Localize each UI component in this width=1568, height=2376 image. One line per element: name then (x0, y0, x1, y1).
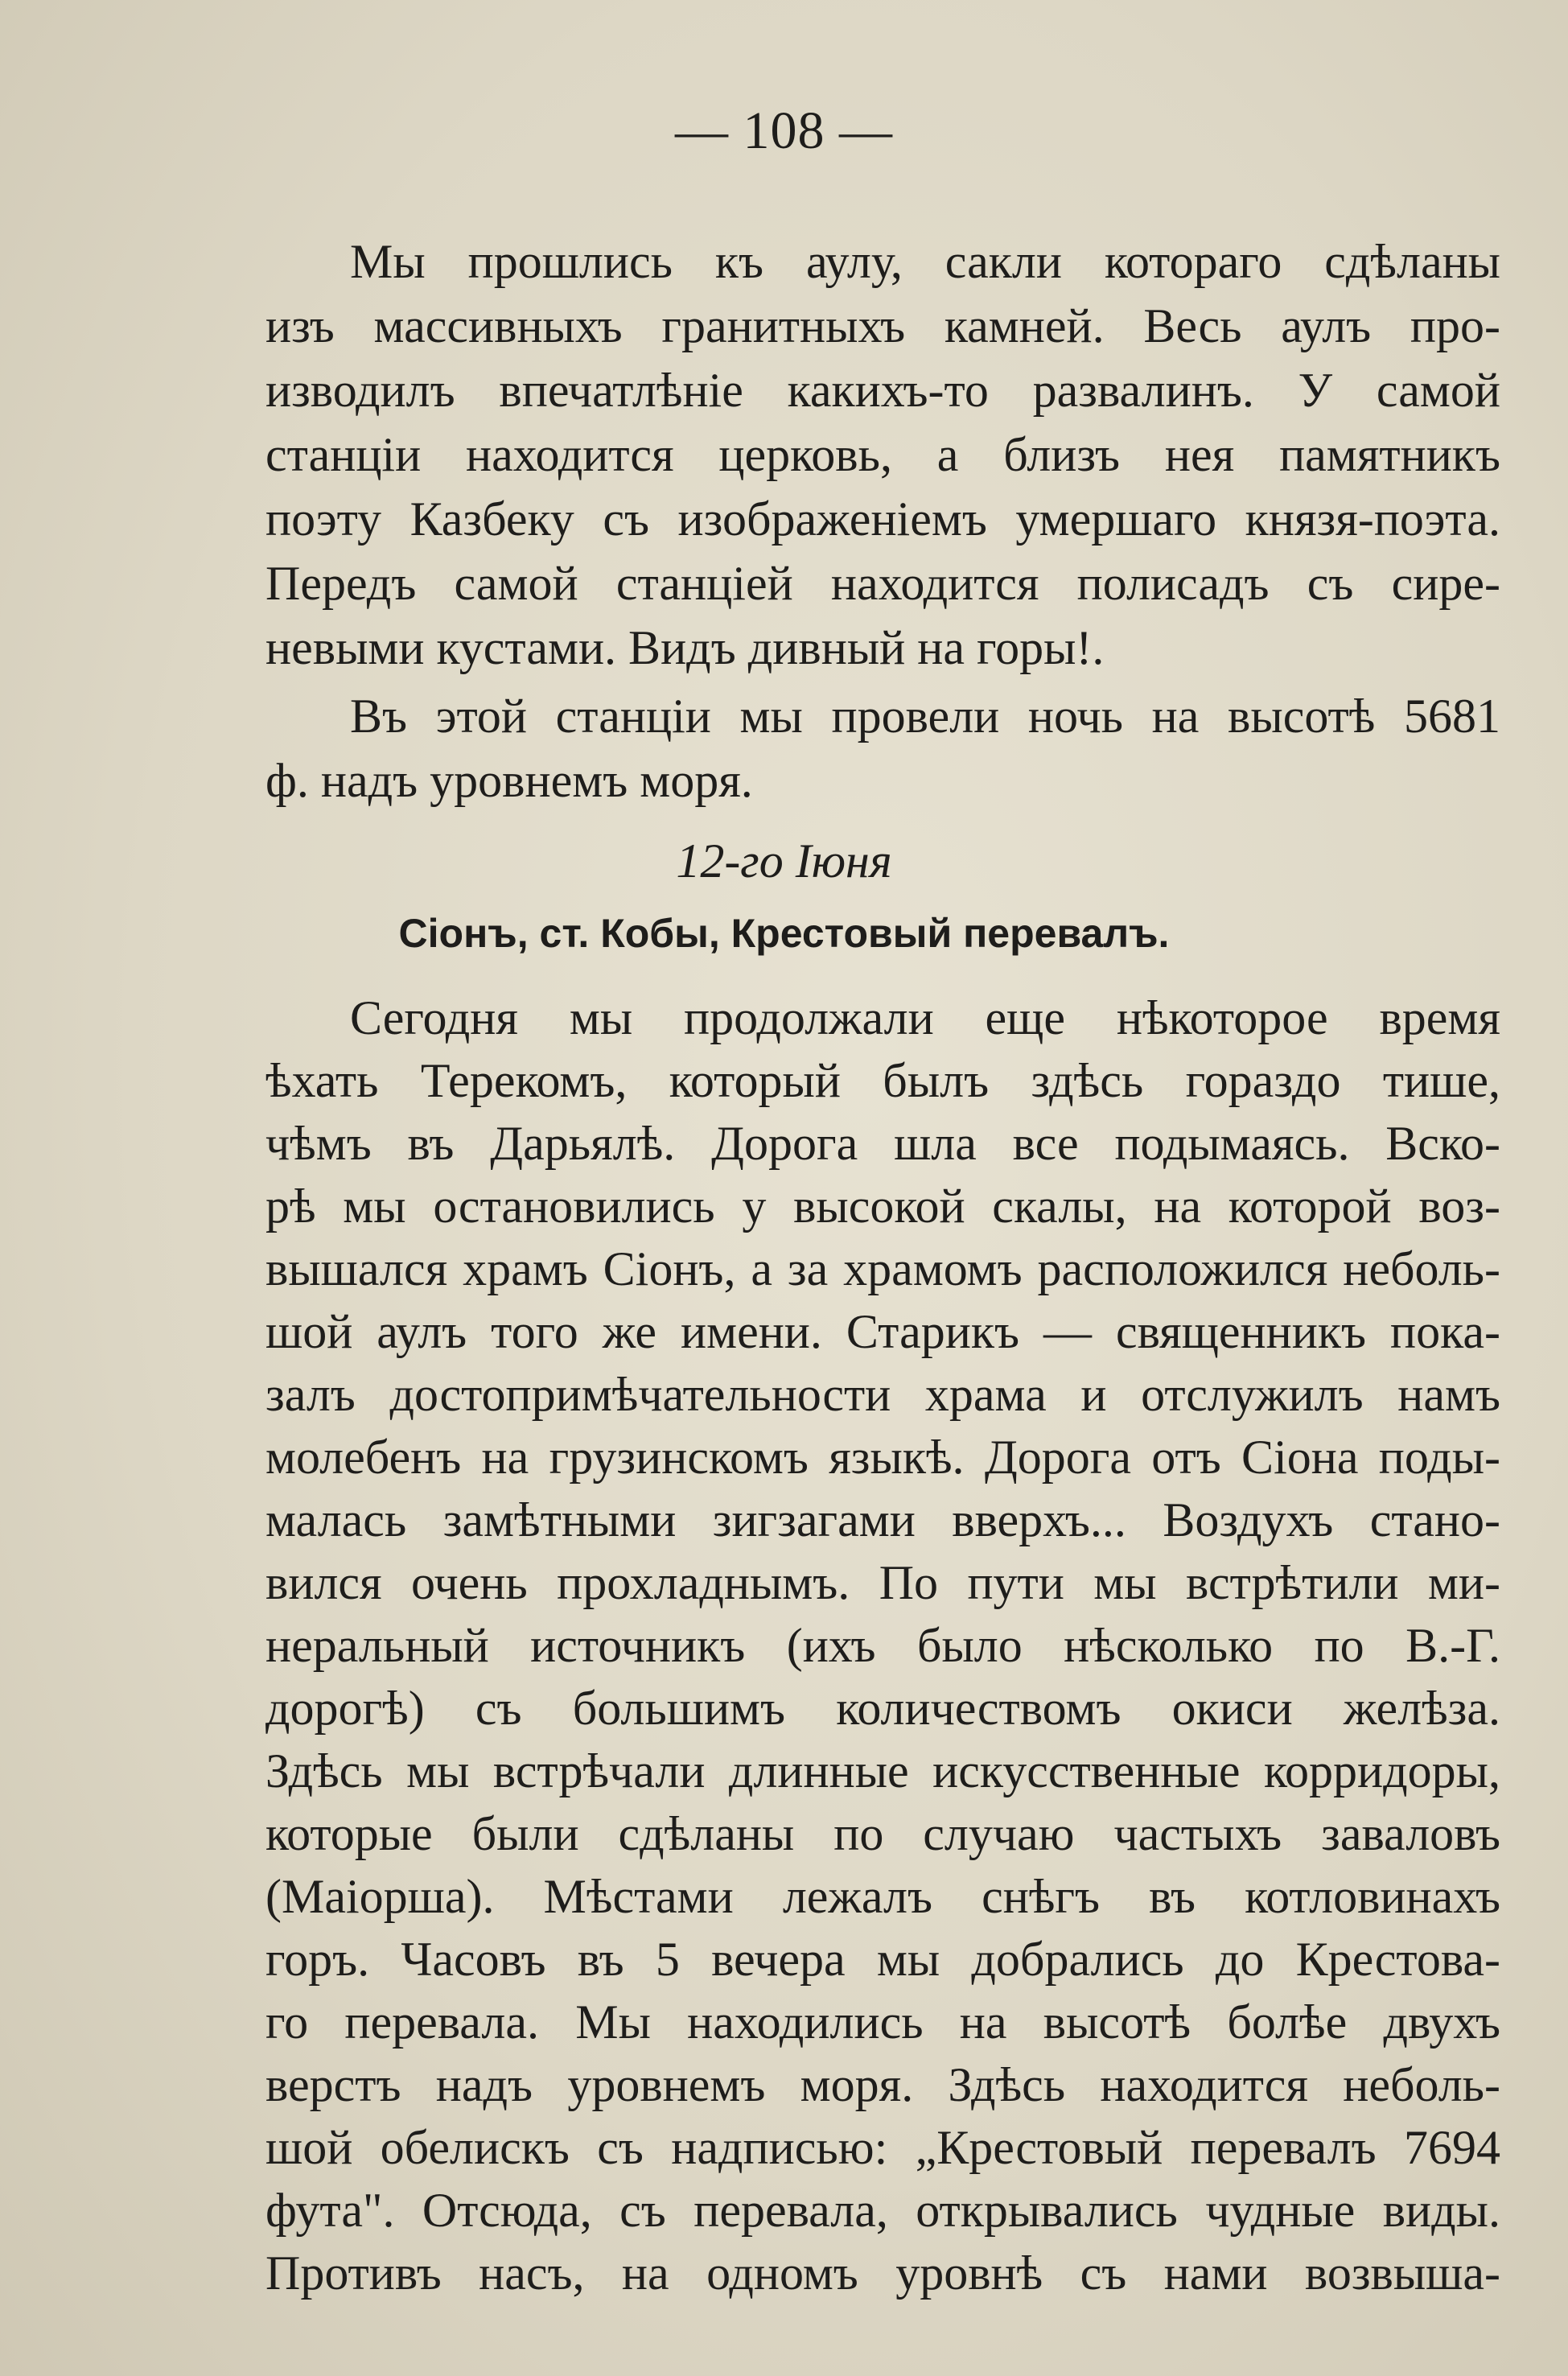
section-heading: Сіонъ, ст. Кобы, Крестовый перевалъ. (398, 911, 1170, 956)
text-line: фута". Отсюда, съ перевала, открывались чудные виды. (265, 2184, 1500, 2237)
text-line: Передъ самой станціей находится полисадъ съ сире- (265, 557, 1500, 610)
text-line: изводилъ впечатлѣніе какихъ-то развалинъ. У самой (265, 364, 1500, 417)
text-line: поэту Казбеку съ изображеніемъ умершаго князя-поэта. (265, 492, 1500, 546)
text-line: Мы прошлись къ аулу, сакли котораго сдѣланы (350, 235, 1500, 288)
text-line: станціи находится церковь, а близъ нея памятникъ (265, 428, 1500, 481)
text-line: (Маіорша). Мѣстами лежалъ снѣгъ въ котловинахъ (265, 1870, 1500, 1923)
text-line: которые были сдѣланы по случаю частыхъ заваловъ (265, 1807, 1500, 1860)
text-line: невыми кустами. Видъ дивный на горы!. (265, 621, 1105, 674)
text-line: рѣ мы остановились у высокой скалы, на которой воз- (265, 1180, 1500, 1233)
text-line: ф. надъ уровнемъ моря. (265, 754, 753, 807)
text-line: Въ этой станціи мы провели ночь на высотѣ 5681 (350, 690, 1500, 743)
text-line: изъ массивныхъ гранитныхъ камней. Весь аулъ про- (265, 299, 1500, 352)
text-line: чѣмъ въ Дарьялѣ. Дорога шла все подымаясь. Вско- (265, 1117, 1500, 1170)
page-number: — 108 — (675, 101, 893, 160)
text-line: вился очень прохладнымъ. По пути мы встрѣтили ми- (265, 1556, 1500, 1609)
text-line: горъ. Часовъ въ 5 вечера мы добрались до Крестова- (265, 1933, 1500, 1986)
text-line: ѣхать Терекомъ, который былъ здѣсь гораздо тише, (265, 1054, 1500, 1107)
text-line: молебенъ на грузинскомъ языкѣ. Дорога отъ Сіона поды- (265, 1431, 1500, 1484)
text-line: го перевала. Мы находились на высотѣ болѣе двухъ (265, 1995, 1500, 2049)
text-line: шой обелискъ съ надписью: „Крестовый перевалъ 7694 (265, 2121, 1500, 2174)
text-line: верстъ надъ уровнемъ моря. Здѣсь находится неболь- (265, 2058, 1500, 2111)
text-line: малась замѣтными зигзагами вверхъ... Воздухъ стано- (265, 1493, 1500, 1546)
text-line: Сегодня мы продолжали еще нѣкоторое время (350, 991, 1500, 1044)
date-heading: 12-го Іюня (676, 834, 892, 887)
text-line: залъ достопримѣчательности храма и отслужилъ намъ (265, 1368, 1500, 1421)
text-line: дорогѣ) съ большимъ количествомъ окиси желѣза. (265, 1682, 1500, 1735)
text-line: шой аулъ того же имени. Старикъ — священникъ пока- (265, 1305, 1500, 1358)
text-line: вышался храмъ Сіонъ, а за храмомъ расположился неболь- (265, 1242, 1500, 1295)
text-line: неральный источникъ (ихъ было нѣсколько по В.-Г. (265, 1619, 1500, 1672)
text-line: Противъ насъ, на одномъ уровнѣ съ нами возвыша- (265, 2246, 1500, 2300)
text-line: Здѣсь мы встрѣчали длинные искусственные корридоры, (265, 1744, 1500, 1797)
